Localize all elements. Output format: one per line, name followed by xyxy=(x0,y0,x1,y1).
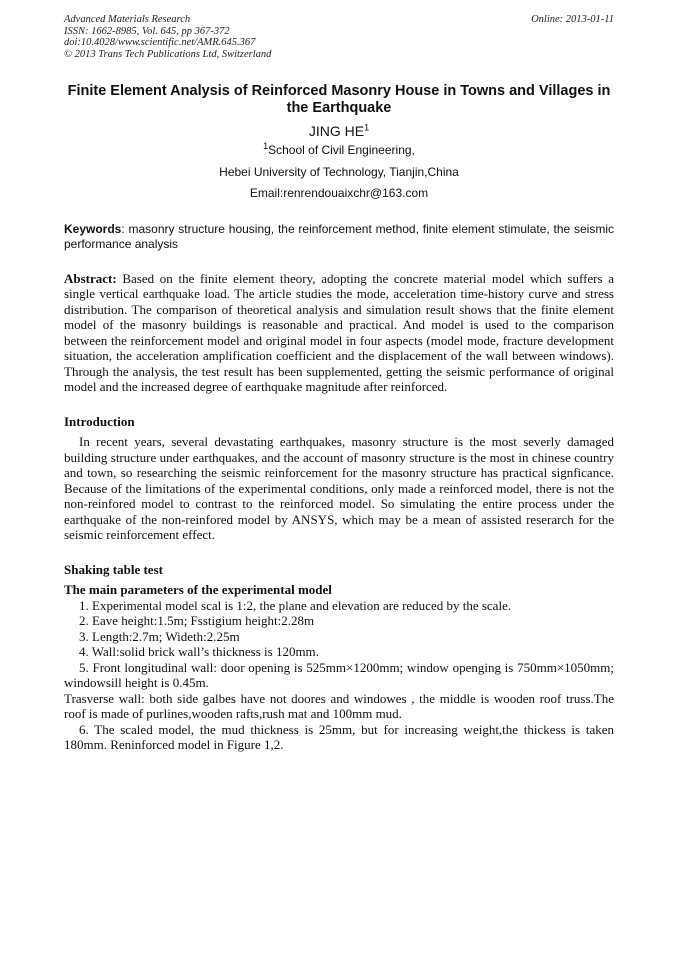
list-item: Trasverse wall: both side galbes have not doores and windowes , the middle is wooden roof truss.The roof is made of purlines,wooden rafts,rush mat and 100mm mud. xyxy=(64,690,614,721)
list-item: 5. Front longitudinal wall: door opening is 525mm×1200mm; window openging is 750mm×1050mm; windowsill height is 0.45m. xyxy=(64,659,614,690)
keywords-label: Keywords xyxy=(64,221,122,236)
author-email: Email:renrendouaixchr@163.com xyxy=(249,186,429,200)
online-date: Online: 2013-01-11 xyxy=(531,14,614,25)
author-name: JING HE xyxy=(308,123,365,139)
shaking-table-heading: Shaking table test xyxy=(64,561,163,577)
list-item: 3. Length:2.7m; Wideth:2.25m xyxy=(79,628,240,644)
parameter-list xyxy=(64,598,614,753)
affiliation xyxy=(64,140,614,205)
issn-line: ISSN: 1662-8985, Vol. 645, pp 367-372 xyxy=(64,25,230,37)
doi-line: doi:10.4028/www.scientific.net/AMR.645.367 xyxy=(64,37,256,48)
author-line xyxy=(64,123,614,139)
paper-page xyxy=(64,14,614,753)
journal-name: Advanced Materials Research xyxy=(64,14,191,25)
list-item: 6. The scaled model, the mud thickness is 25mm, but for increasing weight,the thickess is taken 180mm. Reninforced model in Figure 1,2. xyxy=(64,721,614,752)
keywords xyxy=(64,222,614,253)
affiliation-line-2: Hebei University of Technology, Tianjin,China xyxy=(219,164,459,179)
introduction-heading: Introduction xyxy=(64,413,135,429)
abstract xyxy=(64,271,614,395)
copyright-line: © 2013 Trans Tech Publications Ltd, Switzerland xyxy=(64,48,272,60)
paper-title: Finite Element Analysis of Reinforced Masonry House in Towns and Villages in the Earthquake xyxy=(67,83,611,116)
affiliation-line-1 xyxy=(64,140,614,162)
affiliation-school: School of Civil Engineering, xyxy=(268,143,415,157)
keywords-text: : masonry structure housing, the reinforcement method, finite element stimulate, the seismic performance analysis xyxy=(64,221,614,251)
affiliation-sup: 1 xyxy=(263,141,269,151)
abstract-text: Based on the finite element theory, adopting the concrete material model which suffers a single vertical earthquake load. The article studies the mode, acceleration time-history curve and stress distribution. The comparison of theoretical analysis and simulation result shows that the finite element model of the masonry buildings is reasonable and practical. And model is used to the comparison between the reinforcement model and original model in four aspects (model mode, fracture development situation, the acceleration amplification coefficient and the displacement of the wall between windows). Through the analysis, the test result has been supplemented, getting the seismic performance of original model and the increased degree of earthquake magnitude after reinforced. xyxy=(64,270,614,394)
parameters-subheading: The main parameters of the experimental model xyxy=(64,582,332,597)
author-sup: 1 xyxy=(364,122,370,133)
list-item: 4. Wall:solid brick wall’s thickness is 120mm. xyxy=(79,644,319,659)
journal-header xyxy=(64,14,614,60)
list-item: 1. Experimental model scal is 1:2, the plane and elevation are reduced by the scale. xyxy=(79,597,512,613)
introduction-paragraph: In recent years, several devastating earthquakes, masonry structure is the most severly damaged building structure under earthquakes, and the account of masonry structure is the most in chinese country and town, so researching the seismic reinforcement for the masonry structure has practical signficance. Because of the limitations of the experimental conditions, only made a reinforced model, there is not the non-reinfored model to contrast to the reinforced model. So simulating the entire process under the earthquake of the non-reinfored model by ANSYS, which may be a mean of assisted reserarch for the seismic reinforcement effect. xyxy=(64,434,614,542)
list-item: 2. Eave height:1.5m; Fsstigium height:2.28m xyxy=(79,613,315,628)
abstract-label: Abstract: xyxy=(64,270,117,286)
